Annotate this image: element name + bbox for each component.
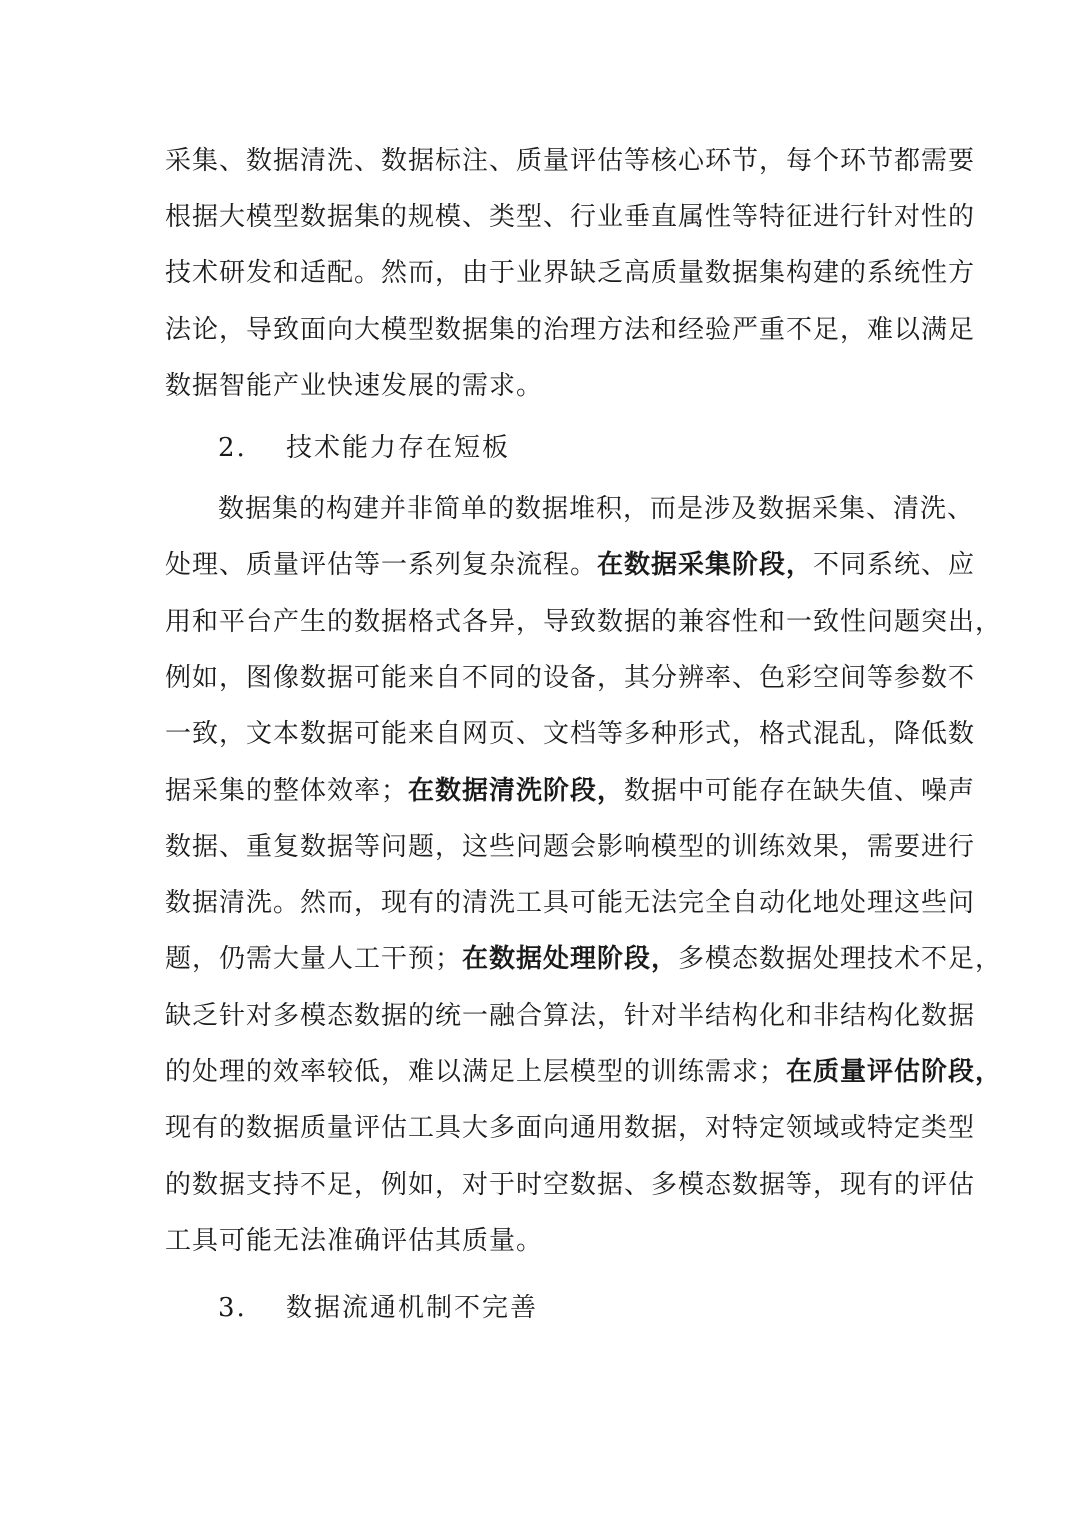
paragraph-1-line-5: 数据智能产业快速发展的需求。 bbox=[165, 371, 544, 401]
paragraph-2-line-14: 工具可能无法准确评估其质量。 bbox=[165, 1226, 544, 1256]
paragraph-1-line-2: 根据大模型数据集的规模、类型、行业垂直属性等特征进行针对性的 bbox=[165, 202, 976, 232]
text-run: 数据中可能存在缺失值、噪声 bbox=[624, 776, 976, 806]
paragraph-2-line-2 bbox=[165, 547, 976, 583]
paragraph-1-line-4: 法论，导致面向大模型数据集的治理方法和经验严重不足，难以满足 bbox=[165, 315, 976, 345]
section-number: 3. bbox=[218, 1293, 247, 1323]
paragraph-2-line-4: 例如，图像数据可能来自不同的设备，其分辨率、色彩空间等参数不 bbox=[165, 663, 976, 693]
section-heading-2 bbox=[218, 430, 510, 466]
paragraph-1-line-3: 技术研发和适配。然而，由于业界缺乏高质量数据集构建的系统性方 bbox=[165, 258, 976, 288]
text-run: 不同系统、应 bbox=[813, 550, 976, 580]
text-run: 的处理的效率较低，难以满足上层模型的训练需求； bbox=[165, 1057, 787, 1087]
paragraph-2-line-6 bbox=[165, 773, 976, 809]
paragraph-2-line-12: 现有的数据质量评估工具大多面向通用数据，对特定领域或特定类型 bbox=[165, 1113, 976, 1143]
text-run: 处理、质量评估等一系列复杂流程。 bbox=[165, 550, 598, 580]
bold-phrase-cleaning: 在数据清洗阶段， bbox=[408, 776, 625, 806]
bold-phrase-evaluation: 在质量评估阶段， bbox=[786, 1057, 1003, 1087]
section-title: 数据流通机制不完善 bbox=[286, 1293, 539, 1323]
section-number: 2. bbox=[218, 433, 247, 463]
text-run: 多模态数据处理技术不足， bbox=[678, 944, 1003, 974]
text-run: 题，仍需大量人工干预； bbox=[165, 944, 463, 974]
text-run: 据采集的整体效率； bbox=[165, 776, 409, 806]
paragraph-2-line-3: 用和平台产生的数据格式各异，导致数据的兼容性和一致性问题突出， bbox=[165, 607, 1003, 637]
paragraph-2-line-7: 数据、重复数据等问题，这些问题会影响模型的训练效果，需要进行 bbox=[165, 832, 976, 862]
bold-phrase-processing: 在数据处理阶段， bbox=[462, 944, 679, 974]
bold-phrase-collection: 在数据采集阶段， bbox=[597, 550, 814, 580]
paragraph-2-line-10: 缺乏针对多模态数据的统一融合算法，针对半结构化和非结构化数据 bbox=[165, 1001, 976, 1031]
paragraph-2-line-13: 的数据支持不足，例如，对于时空数据、多模态数据等，现有的评估 bbox=[165, 1170, 976, 1200]
paragraph-2-line-8: 数据清洗。然而，现有的清洗工具可能无法完全自动化地处理这些问 bbox=[165, 888, 976, 918]
paragraph-2-line-11 bbox=[165, 1054, 1003, 1090]
section-title: 技术能力存在短板 bbox=[286, 433, 511, 463]
paragraph-1-line-1: 采集、数据清洗、数据标注、质量评估等核心环节，每个环节都需要 bbox=[165, 146, 976, 176]
paragraph-2-line-5: 一致，文本数据可能来自网页、文档等多种形式，格式混乱，降低数 bbox=[165, 719, 976, 749]
paragraph-2-line-9 bbox=[165, 941, 1003, 977]
paragraph-2-line-1: 数据集的构建并非简单的数据堆积，而是涉及数据采集、清洗、 bbox=[218, 494, 975, 524]
section-heading-3 bbox=[218, 1290, 538, 1326]
